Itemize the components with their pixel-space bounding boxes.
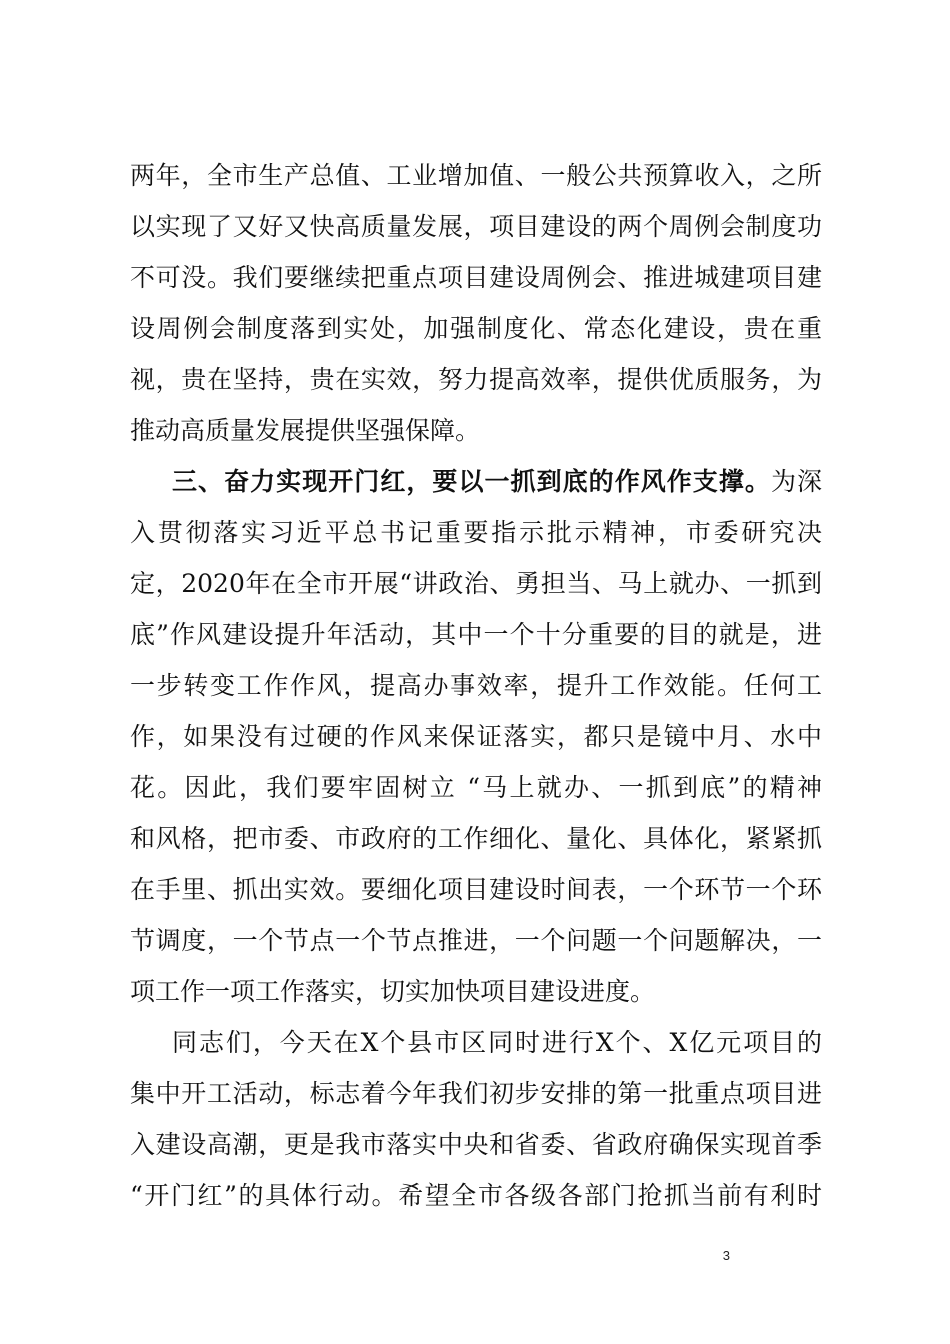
- heading-continuation: 为深: [770, 467, 822, 496]
- text-line: “开门红”的具体行动。希望全市各级各部门抢抓当前有利时: [130, 1181, 822, 1210]
- text-line: 入贯彻落实习近平总书记重要指示批示精神，市委研究决: [130, 518, 822, 547]
- text-line: 设周例会制度落到实处，加强制度化、常态化建设，贵在重: [130, 314, 822, 343]
- text-line: 同志们，今天在X个县市区同时进行X个、X亿元项目的: [172, 1028, 822, 1057]
- text-line: 集中开工活动，标志着今年我们初步安排的第一批重点项目进: [130, 1079, 822, 1108]
- text-line: 作，如果没有过硬的作风来保证落实，都只是镜中月、水中: [130, 722, 822, 751]
- text-line: 花。因此，我们要牢固树立 “马上就办、一抓到底”的精神: [130, 773, 822, 802]
- page-number: 3: [722, 1248, 730, 1263]
- text-line: 和风格，把市委、市政府的工作细化、量化、具体化，紧紧抓: [130, 824, 822, 853]
- text-line: 项工作一项工作落实，切实加快项目建设进度。: [130, 977, 656, 1006]
- text-line: 一步转变工作作风，提高办事效率，提升工作效能。任何工: [130, 671, 822, 700]
- text-line: 在手里、抓出实效。要细化项目建设时间表，一个环节一个环: [130, 875, 822, 904]
- text-line: 推动高质量发展提供坚强保障。: [130, 416, 481, 445]
- text-line: 入建设高潮，更是我市落实中央和省委、省政府确保实现首季: [130, 1130, 822, 1159]
- text-line: 视，贵在坚持，贵在实效，努力提高效率，提供优质服务，为: [130, 365, 822, 394]
- text-line: 两年，全市生产总值、工业增加值、一般公共预算收入，之所: [130, 161, 822, 190]
- text-line: 以实现了又好又快高质量发展，项目建设的两个周例会制度功: [130, 212, 822, 241]
- section-heading-line: [172, 462, 822, 502]
- text-line: 底”作风建设提升年活动，其中一个十分重要的目的就是，进: [130, 620, 822, 649]
- text-line: 节调度，一个节点一个节点推进，一个问题一个问题解决，一: [130, 926, 822, 955]
- text-line: 定，2020年在全市开展“讲政治、勇担当、马上就办、一抓到: [130, 569, 822, 598]
- section-heading: 三、奋力实现开门红，要以一抓到底的作风作支撑。: [172, 467, 771, 496]
- text-line: 不可没。我们要继续把重点项目建设周例会、推进城建项目建: [130, 263, 822, 292]
